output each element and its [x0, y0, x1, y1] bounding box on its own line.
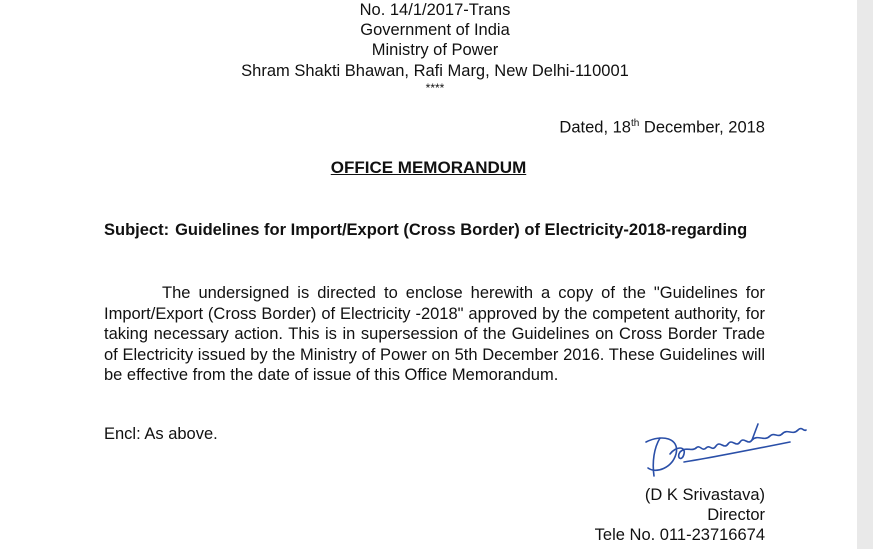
subject-line	[104, 220, 765, 240]
date-line	[540, 118, 765, 138]
signatory-phone: Tele No. 011-23716674	[594, 526, 765, 544]
date-ordinal: th	[630, 118, 640, 129]
separator-stars: ****	[425, 81, 445, 95]
address-line: Shram Shakti Bhawan, Rafi Marg, New Delhi-110001	[241, 62, 629, 80]
government-line: Government of India	[360, 21, 510, 39]
body-paragraph: The undersigned is directed to enclose herewith a copy of the "Guidelines for Import/Export (Cross Border) of Electricity -2018" approved by the competent authority, for taking necessary action. This is in supersession of the Guidelines on Cross Border Trade of Electricity issued by the Ministry of Power on 5th December 2016. These Guidelines will be effective from the date of issue of this Office Memorandum.	[104, 284, 765, 384]
ministry-line: Ministry of Power	[371, 41, 499, 59]
date-rest: December, 2018	[639, 118, 765, 137]
date-prefix: Dated, 18	[559, 118, 631, 137]
signatory-name: (D K Srivastava)	[644, 486, 765, 504]
subject-text: Guidelines for Import/Export (Cross Border) of Electricity-2018-regarding	[175, 221, 748, 239]
memo-title: OFFICE MEMORANDUM	[330, 158, 527, 177]
signatory-designation: Director	[707, 506, 765, 524]
reference-number: No. 14/1/2017-Trans	[359, 1, 511, 19]
viewer-margin	[857, 0, 873, 549]
subject-label: Subject:	[104, 221, 170, 239]
signature-image	[640, 418, 810, 483]
enclosure-line: Encl: As above.	[104, 425, 218, 443]
